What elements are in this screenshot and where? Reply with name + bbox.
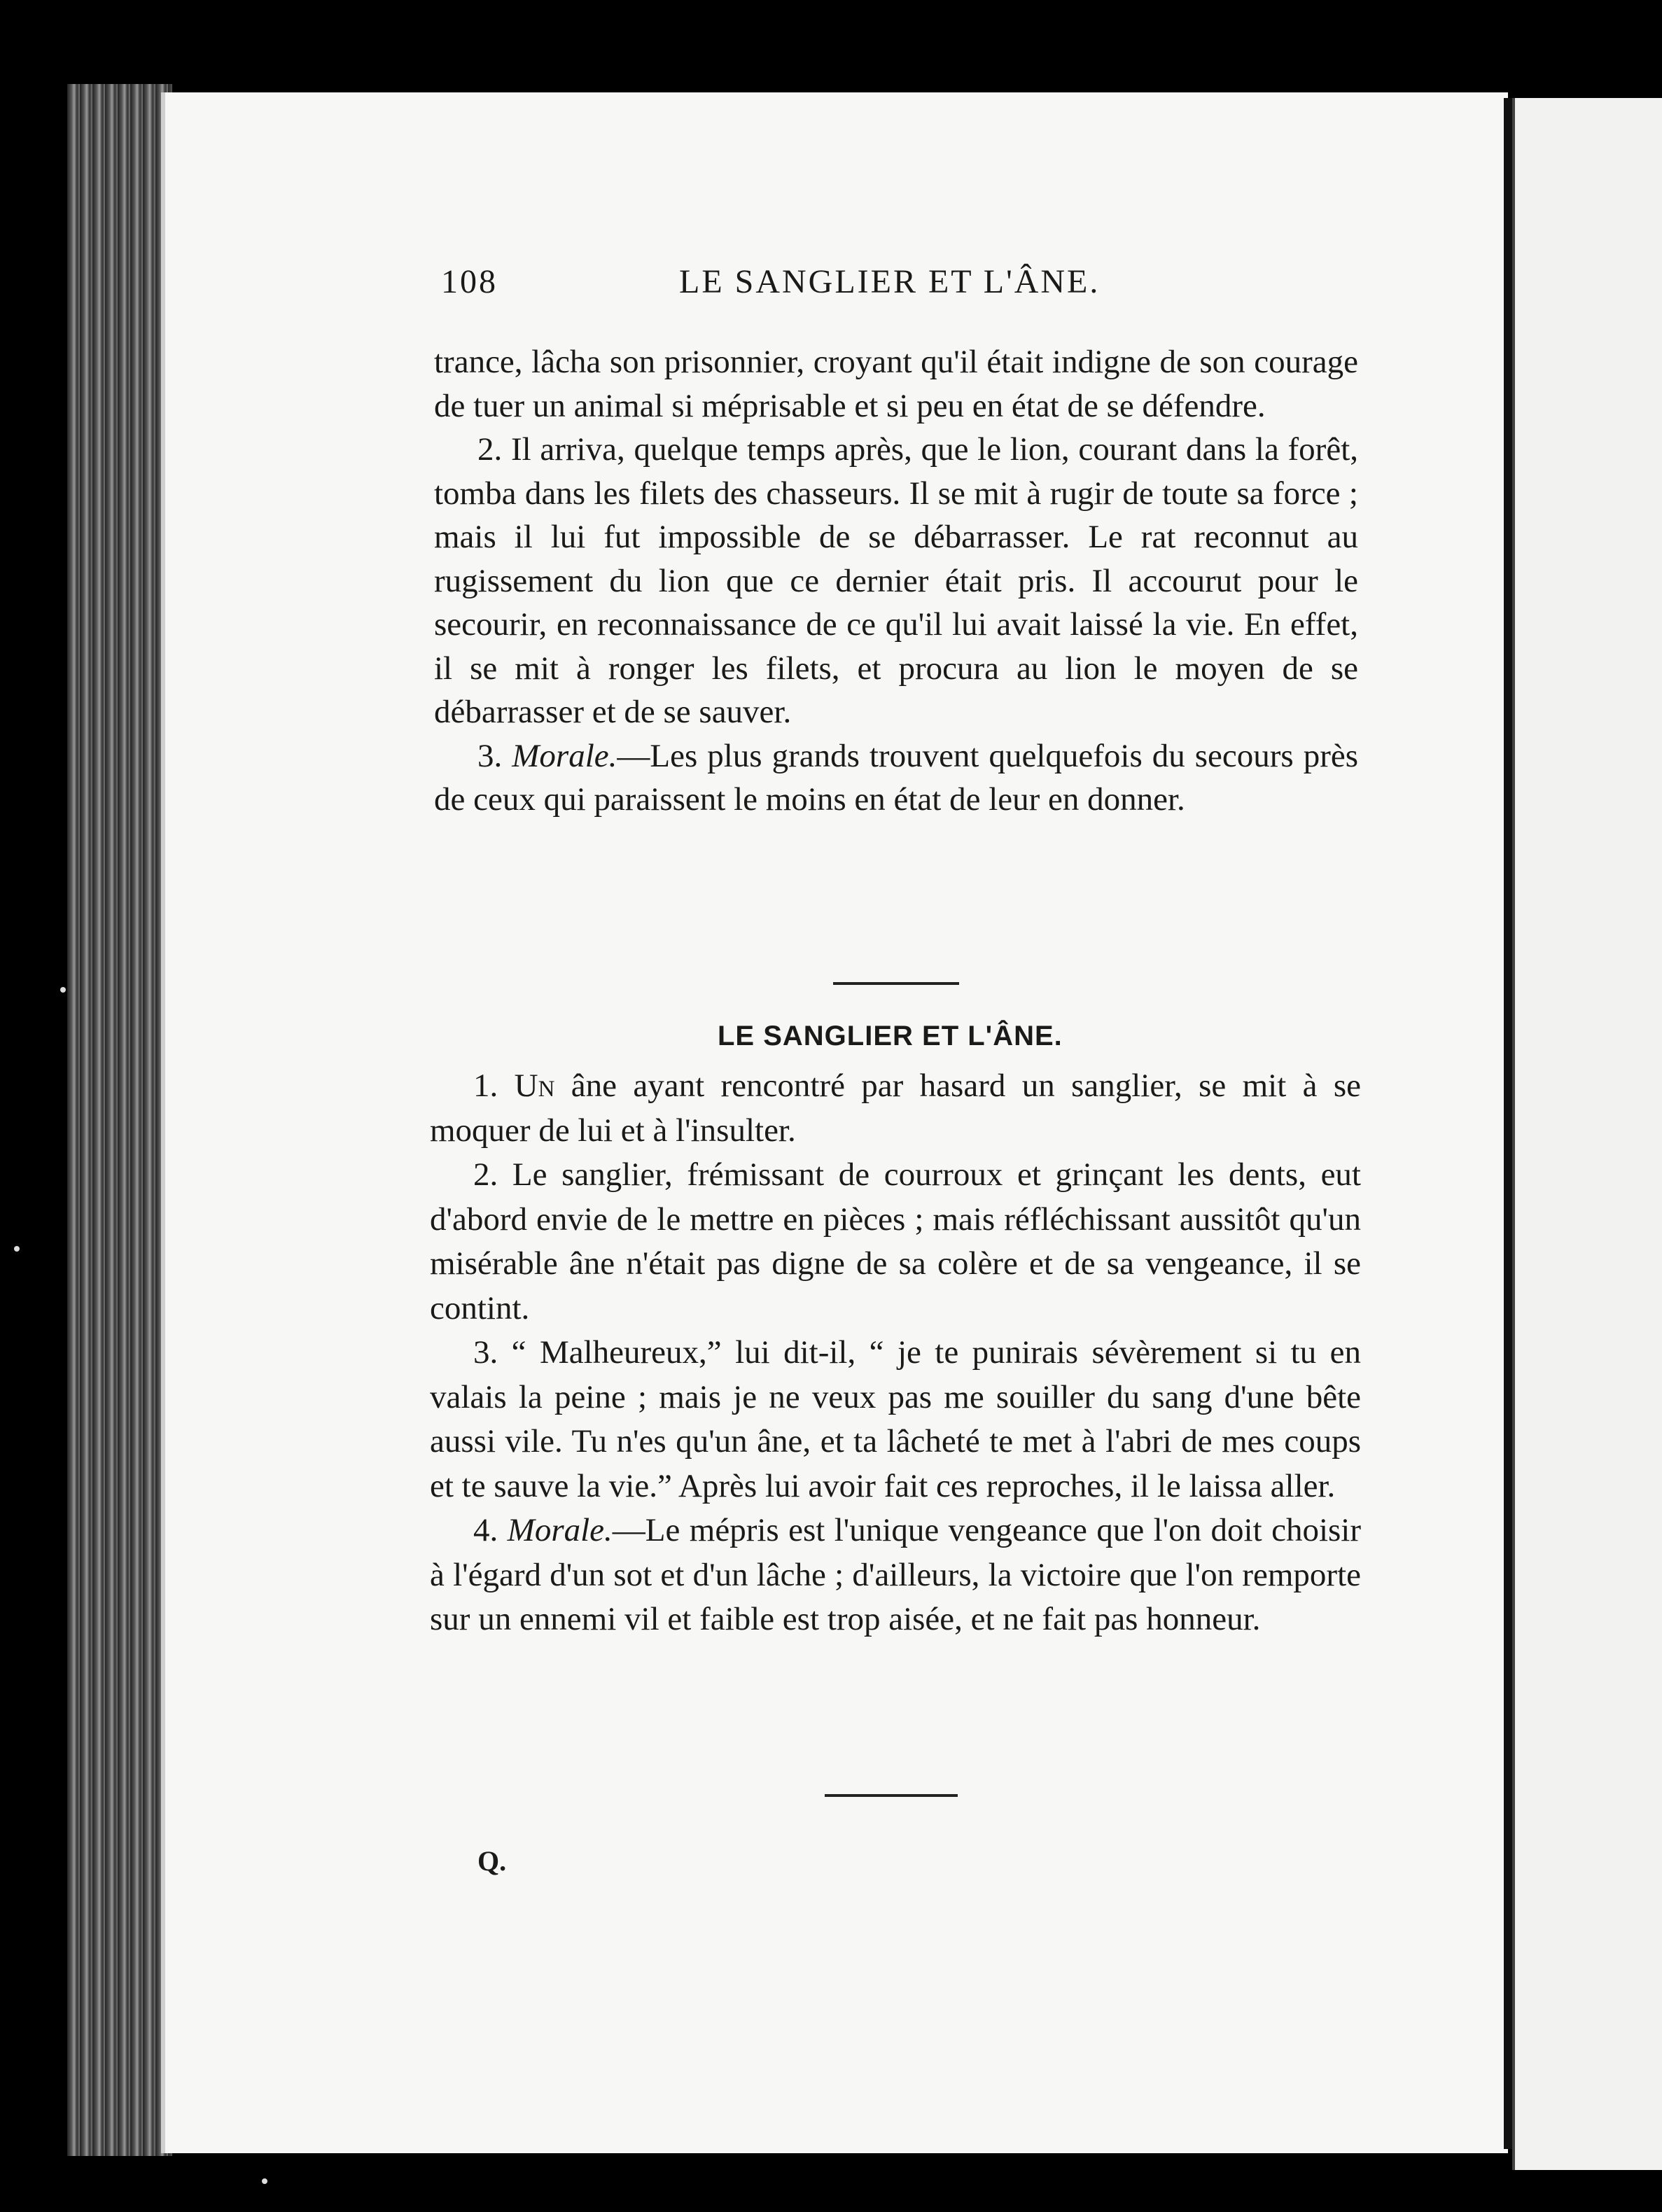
book-page-edges (67, 84, 172, 2156)
fable-title: LE SANGLIER ET L'ÂNE. (718, 1021, 1063, 1051)
paragraph-1-text: âne ayant rencontré par hasard un sanglier, se mit à se moquer de lui et à l'insulter. (430, 1068, 1362, 1149)
moral-label: Morale. (507, 1512, 613, 1548)
paragraph-2: 2. Il arriva, quelque temps après, que le lion, courant dans la forêt, tomba dans les filets des chasseurs. Il se mit à rugir de toute sa force ; mais il lui fut impossible de se débarrasser. Le rat reconnut au rugissement du lion que ce dernier était pris. Il accourut pour le secourir, en reconnaissance de ce qu'il lui avait laissé la vie. En effet, il se mit à ronger les filets, et procura au lion le moyen de se débarrasser et de se sauver. (434, 431, 1358, 730)
paragraph-1-number: 1. (473, 1068, 498, 1104)
paragraph-3: 3. “ Malheureux,” lui dit-il, “ je te punirais sévèrement si tu en valais la peine ; mais je ne veux pas me souiller du sang d'une bête aussi vile. Tu n'es qu'un âne, et ta lâcheté te met à l'abri de mes coups et te sauve la vie.” Après lui avoir fait ces reproches, il le laissa aller. (430, 1334, 1361, 1504)
paragraph-1-first-word: Un (514, 1068, 555, 1104)
previous-fable-text (434, 340, 1358, 822)
moral-number: 3. (477, 737, 503, 774)
moral-number: 4. (473, 1512, 498, 1548)
paragraph-1 (430, 1064, 1361, 1153)
fable-text (430, 1064, 1361, 1642)
paragraph-2: 2. Le sanglier, frémissant de courroux et grinçant les dents, eut d'abord envie de le mettre en pièces ; mais réfléchissant aussitôt qu'un misérable âne n'était pas digne de sa colère et de sa vengeance, il se contint. (430, 1156, 1361, 1326)
moral-text: —Le mépris est l'unique vengeance que l'on doit choisir à l'égard d'un sot et d'un lâche ; d'ailleurs, la victoire que l'on remporte sur un ennemi vil et faible est trop aisée, et ne fait pas honneur. (430, 1512, 1362, 1637)
moral-label: Morale. (512, 737, 617, 774)
signature-mark: Q. (477, 1845, 507, 1877)
end-divider (825, 1794, 958, 1797)
section-divider (833, 982, 959, 985)
moral-paragraph (430, 1508, 1361, 1642)
scan-speck (262, 2178, 267, 2184)
scan-speck (14, 1246, 20, 1252)
moral-paragraph (434, 734, 1358, 822)
paragraph-continuation: trance, lâcha son prisonnier, croyant qu'il était indigne de son courage de tuer un animal si méprisable et si peu en état de se défendre. (434, 344, 1358, 424)
running-head (441, 262, 1141, 304)
page-gutter-shadow (1504, 98, 1512, 2149)
page-number: 108 (441, 263, 498, 300)
running-title: LE SANGLIER ET L'ÂNE. (679, 263, 1101, 300)
scan-speck (60, 987, 66, 993)
facing-page-edge (1512, 98, 1662, 2170)
moral-text: —Les plus grands trouvent quelquefois du secours près de ceux qui paraissent le moins en état de leur en donner. (434, 737, 1358, 818)
